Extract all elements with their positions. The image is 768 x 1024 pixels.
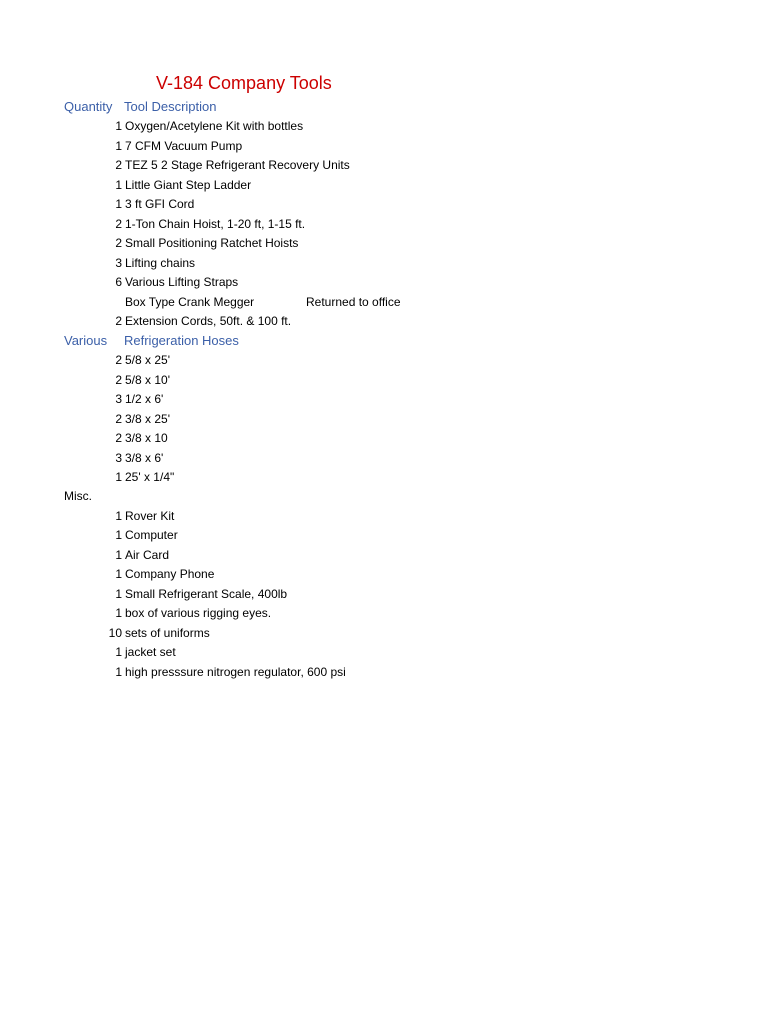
row-quantity: 2 [115, 431, 122, 445]
row-description: 1-Ton Chain Hoist, 1-20 ft, 1-15 ft. [125, 216, 306, 231]
row-description: 3/8 x 25' [125, 411, 170, 426]
row-description: Company Phone [125, 567, 215, 581]
row-quantity: 1 [115, 528, 122, 542]
row-quantity: 1 [115, 177, 122, 192]
table-row [0, 215, 768, 234]
table-row [0, 195, 768, 214]
hoses-header [64, 332, 239, 350]
row-quantity: 2 [115, 216, 122, 231]
row-description: 3 ft GFI Cord [125, 197, 195, 211]
table-row [0, 643, 768, 662]
table-row [0, 604, 768, 623]
row-description: 3/8 x 10 [125, 431, 168, 445]
row-description: jacket set [125, 645, 176, 659]
row-quantity: 1 [115, 547, 122, 562]
table-row [0, 526, 768, 545]
row-description: 3/8 x 6' [125, 450, 164, 465]
row-quantity: 2 [115, 411, 122, 426]
misc-header: Misc. [64, 489, 92, 503]
row-description: 1/2 x 6' [125, 392, 164, 406]
tools-header [64, 98, 217, 116]
hoses-quantity-header: Various [64, 333, 108, 348]
table-row [0, 449, 768, 468]
row-quantity: 2 [115, 314, 122, 328]
row-description: Extension Cords, 50ft. & 100 ft. [125, 314, 292, 328]
row-quantity: 3 [115, 450, 122, 465]
row-description: Lifting chains [125, 255, 196, 270]
row-quantity: 2 [115, 353, 122, 367]
table-row [0, 565, 768, 584]
table-row [0, 351, 768, 370]
table-row [0, 371, 768, 390]
table-row [0, 390, 768, 409]
row-quantity: 1 [115, 586, 122, 601]
row-description: sets of uniforms [125, 625, 210, 640]
table-row [0, 156, 768, 175]
row-description: 7 CFM Vacuum Pump [125, 138, 243, 153]
row-quantity: 6 [115, 275, 122, 289]
table-row [0, 254, 768, 273]
table-row [0, 507, 768, 526]
row-quantity: 1 [115, 664, 122, 679]
table-row [0, 585, 768, 604]
row-description: 25' x 1/4" [125, 470, 175, 484]
row-quantity: 1 [115, 508, 122, 523]
page-title: V-184 Company Tools [156, 73, 332, 93]
table-row [0, 137, 768, 156]
row-description: Rover Kit [125, 508, 175, 523]
row-quantity: 1 [115, 119, 122, 133]
row-quantity: 1 [115, 606, 122, 620]
row-description: Air Card [125, 547, 170, 562]
table-row [0, 624, 768, 643]
row-description: 5/8 x 10' [125, 372, 170, 387]
row-quantity: 1 [115, 138, 122, 153]
row-description: box of various rigging eyes. [125, 606, 272, 620]
row-description: TEZ 5 2 Stage Refrigerant Recovery Units [125, 158, 350, 172]
row-description: Oxygen/Acetylene Kit with bottles [125, 119, 304, 133]
table-row [0, 312, 768, 331]
row-quantity: 3 [115, 392, 122, 406]
table-row [0, 273, 768, 292]
row-quantity: 1 [115, 567, 122, 581]
row-quantity: 2 [115, 372, 122, 387]
row-quantity: 1 [115, 645, 122, 659]
table-row [0, 293, 768, 312]
table-row [0, 468, 768, 487]
row-description: high presssure nitrogen regulator, 600 psi [125, 664, 346, 679]
row-note: Returned to office [306, 294, 401, 309]
row-description: Various Lifting Straps [125, 275, 239, 289]
row-quantity: 1 [115, 470, 122, 484]
row-quantity: 2 [115, 236, 122, 250]
row-quantity: 3 [115, 255, 122, 270]
row-quantity: 1 [115, 197, 122, 211]
quantity-column-header: Quantity [64, 99, 113, 114]
row-quantity: 10 [108, 625, 122, 640]
tool-description-column-header: Tool Description [124, 99, 217, 114]
row-description: Little Giant Step Ladder [125, 177, 252, 192]
table-row [0, 429, 768, 448]
row-description: 5/8 x 25' [125, 353, 170, 367]
table-row [0, 410, 768, 429]
table-row [0, 546, 768, 565]
table-row [0, 234, 768, 253]
table-row [0, 176, 768, 195]
row-description: Box Type Crank Megger [125, 294, 255, 309]
row-description: Computer [125, 528, 178, 542]
row-description: Small Refrigerant Scale, 400lb [125, 586, 288, 601]
table-row [0, 663, 768, 682]
hoses-description-header: Refrigeration Hoses [124, 333, 239, 348]
row-quantity: 2 [115, 158, 122, 172]
row-description: Small Positioning Ratchet Hoists [125, 236, 299, 250]
table-row [0, 117, 768, 136]
